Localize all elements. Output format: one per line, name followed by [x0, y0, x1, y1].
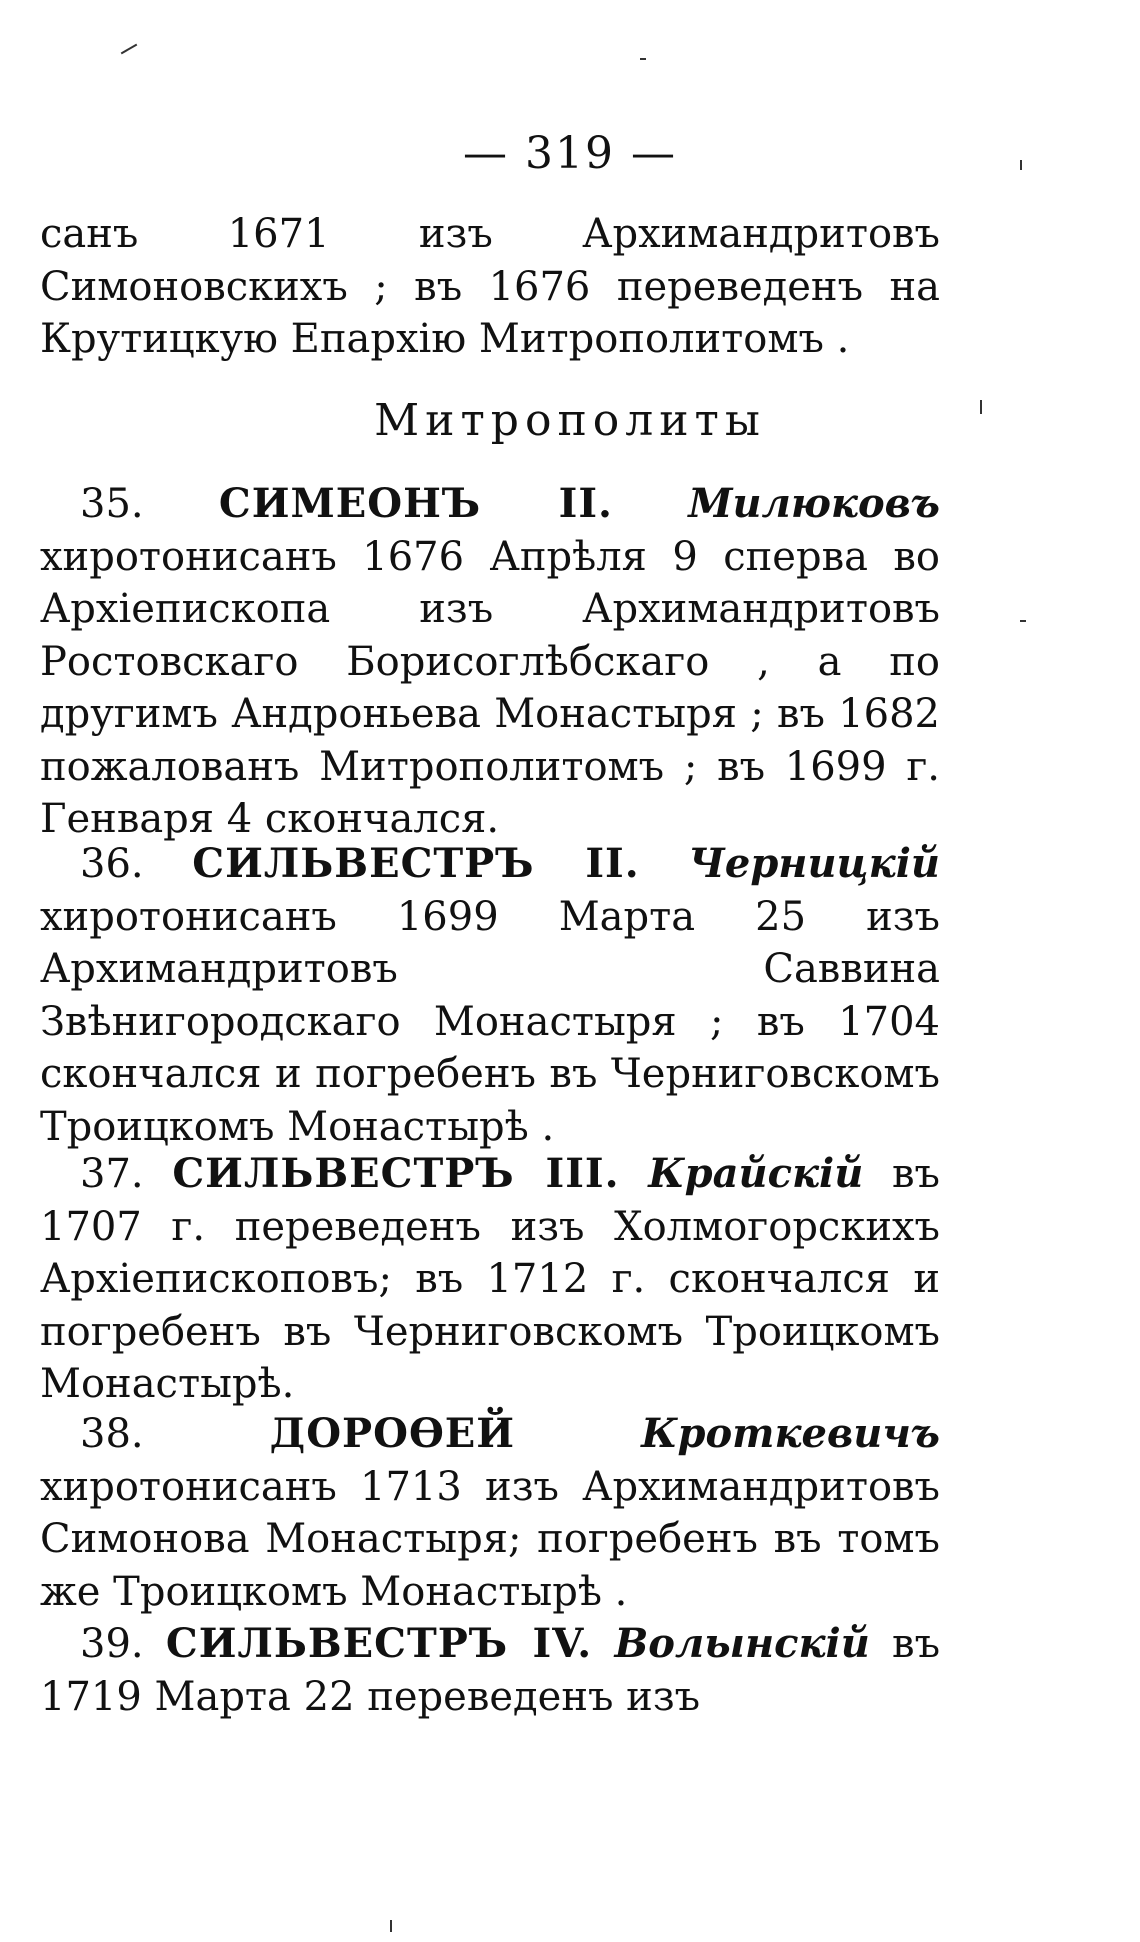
scan-speck — [1020, 160, 1022, 170]
entry-surname: Черницкій — [688, 840, 941, 887]
entry-37 — [40, 1148, 940, 1411]
entry-surname: Милюковъ — [688, 480, 941, 527]
entry-text: хиротонисанъ 1713 изъ Архимандритовъ Симонова Монастыря; погребенъ въ томъ же Троицкомъ Монастырѣ . — [40, 1463, 940, 1615]
entry-name: ДОРОѲЕЙ — [269, 1410, 516, 1457]
scan-speck — [640, 58, 646, 60]
entry-surname: Кроткевичъ — [641, 1410, 940, 1457]
scan-speck — [121, 44, 138, 55]
page-number-header: — 319 — — [463, 128, 677, 179]
entry-number: 36. — [80, 841, 144, 887]
entry-text: хиротонисанъ 1676 Апрѣля 9 сперва во Архіепископа изъ Архимандритовъ Ростовскаго Борисоглѣбскаго , а по другимъ Андроньева Монастыря ; въ 1682 пожалованъ Митрополитомъ ; въ 1699 г. Генваря 4 скончался. — [40, 533, 940, 842]
entry-38 — [40, 1408, 940, 1618]
entry-name: СИЛЬВЕСТРЪ II. — [192, 840, 640, 887]
entry-name: СИЛЬВЕСТРЪ IV. — [165, 1620, 593, 1667]
scan-speck — [1020, 620, 1026, 622]
entry-text: хиротонисанъ 1699 Марта 25 изъ Архимандритовъ Саввина Звѣнигородскаго Монастыря ; въ 1704 скончался и погребенъ въ Черниговскомъ Троицкомъ Монастырѣ . — [40, 893, 940, 1150]
scan-speck — [980, 400, 982, 414]
entry-text: въ 1707 г. переведенъ изъ Холмогорскихъ Архіепископовъ; въ 1712 г. скончался и погребенъ въ Черниговскомъ Троицкомъ Монастырѣ. — [40, 1151, 940, 1407]
entry-surname: Крайскій — [648, 1150, 864, 1197]
entry-39 — [40, 1618, 940, 1723]
entry-name: СИЛЬВЕСТРЪ III. — [172, 1150, 620, 1197]
entry-36 — [40, 838, 940, 1153]
scan-speck — [390, 1920, 392, 1932]
entry-text: въ 1719 Марта 22 переведенъ изъ — [40, 1621, 941, 1720]
continuation-paragraph: санъ 1671 изъ Архимандритовъ Симоновскихъ ; въ 1676 переведенъ на Крутицкую Епархію Митрополитомъ . — [40, 211, 940, 362]
entry-name: СИМЕОНЪ II. — [218, 480, 613, 527]
section-title: Митрополиты — [374, 395, 766, 446]
entry-number: 35. — [80, 481, 144, 527]
entry-number: 39. — [80, 1621, 144, 1667]
entry-number: 37. — [80, 1151, 144, 1197]
entry-number: 38. — [80, 1411, 144, 1457]
entry-35 — [40, 478, 940, 846]
entry-surname: Волынскій — [614, 1620, 870, 1667]
